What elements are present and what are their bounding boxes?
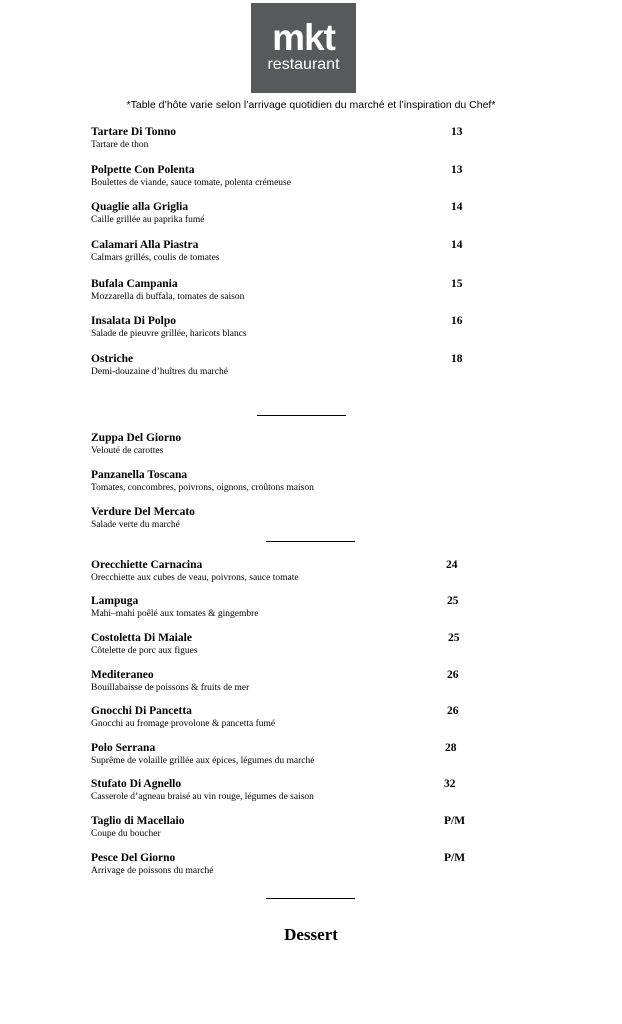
item-description: Côtelette de porc aux figues (91, 646, 198, 656)
item-name: Bufala Campania (91, 278, 178, 290)
menu-item (91, 668, 471, 694)
item-price: 26 (447, 705, 459, 717)
dessert-heading: Dessert (284, 925, 338, 944)
item-description: Salade de pieuvre grillée, haricots blancs (91, 329, 247, 339)
item-name: Mediteraneo (91, 669, 154, 681)
menu-item (91, 277, 471, 303)
item-price: 24 (446, 559, 458, 571)
section-divider (266, 541, 355, 542)
item-name: Zuppa Del Giorno (91, 432, 182, 444)
item-price: 25 (447, 595, 459, 607)
item-description: Calmars grillés, coulis de tomates (91, 253, 220, 263)
logo-text-mkt: mkt (272, 17, 335, 58)
item-price: 15 (451, 278, 463, 290)
menu-item (91, 704, 471, 730)
item-description: Gnocchi au fromage provolone & pancetta fumé (91, 719, 276, 729)
item-name: Verdure Del Mercato (91, 506, 195, 518)
menu-item (91, 163, 471, 189)
section-divider (266, 898, 355, 899)
menu-item (91, 594, 471, 620)
item-description: Coupe du boucher (91, 829, 161, 839)
item-name: Pesce Del Giorno (91, 852, 176, 864)
item-name: Costoletta Di Maiale (91, 632, 192, 644)
item-name: Quaglie alla Griglia (91, 201, 189, 213)
item-description: Suprême de volaille grillée aux épices, légumes du marché (91, 756, 315, 766)
item-name: Panzanella Toscana (91, 469, 188, 481)
item-price: 13 (451, 164, 463, 176)
item-description: Mozzarella di buffala, tomates de saison (91, 292, 245, 302)
menu-item (91, 431, 471, 457)
item-price: 14 (451, 239, 463, 251)
menu-item (91, 777, 471, 803)
item-description: Velouté de carottes (91, 446, 164, 456)
menu-item (91, 631, 471, 657)
item-description: Salade verte du marché (91, 520, 180, 530)
table-dhote-note: *Table d’hôte varie selon l’arrivage quotidien du marché et l’inspiration du Chef* (126, 99, 496, 111)
item-description: Demi-douzaine d’huîtres du marché (91, 367, 228, 377)
item-price: 26 (447, 669, 459, 681)
item-name: Tartare Di Tonno (91, 126, 176, 138)
item-name: Taglio di Macellaio (91, 815, 185, 827)
menu-item (91, 314, 471, 340)
item-price: 16 (451, 315, 463, 327)
item-name: Orecchiette Carnacina (91, 559, 203, 571)
item-name: Polpette Con Polenta (91, 164, 195, 176)
item-name: Ostriche (91, 353, 134, 365)
logo-text-restaurant: restaurant (267, 56, 340, 73)
item-description: Caille grillée au paprika fumé (91, 215, 205, 225)
item-price: 13 (451, 126, 463, 138)
item-name: Gnocchi Di Pancetta (91, 705, 192, 717)
menu-item (91, 200, 471, 226)
item-name: Stufato Di Agnello (91, 778, 182, 790)
item-name: Polo Serrana (91, 742, 156, 754)
menu-item (91, 814, 471, 840)
item-description: Tomates, concombres, poivrons, oignons, croûtons maison (91, 483, 314, 493)
item-price: 18 (451, 353, 463, 365)
section-divider (257, 415, 346, 416)
item-name: Calamari Alla Piastra (91, 239, 199, 251)
item-price: 14 (451, 201, 463, 213)
menu-item (91, 505, 471, 531)
item-price: 25 (448, 632, 460, 644)
item-name: Insalata Di Polpo (91, 315, 176, 327)
item-description: Arrivage de poissons du marché (91, 866, 214, 876)
item-description: Mahi–mahi poêlé aux tomates & gingembre (91, 609, 259, 619)
menu-item (91, 468, 471, 494)
menu-item (91, 558, 471, 584)
menu-item (91, 238, 471, 264)
item-description: Tartare de thon (91, 140, 149, 150)
item-price: 32 (444, 778, 456, 790)
item-description: Casserole d’agneau braisé au vin rouge, légumes de saison (91, 792, 314, 802)
restaurant-logo (251, 3, 356, 93)
menu-item (91, 851, 471, 877)
item-price: P/M (444, 852, 466, 864)
item-description: Bouillabaisse de poissons & fruits de mer (91, 683, 250, 693)
item-description: Boulettes de viande, sauce tomate, polenta crémeuse (91, 178, 291, 188)
item-name: Lampuga (91, 595, 139, 607)
item-price: 28 (445, 742, 457, 754)
menu-item (91, 125, 471, 151)
item-price: P/M (444, 815, 466, 827)
menu-item (91, 741, 471, 767)
menu-item (91, 352, 471, 378)
item-description: Orecchiette aux cubes de veau, poivrons, sauce tomate (91, 573, 299, 583)
